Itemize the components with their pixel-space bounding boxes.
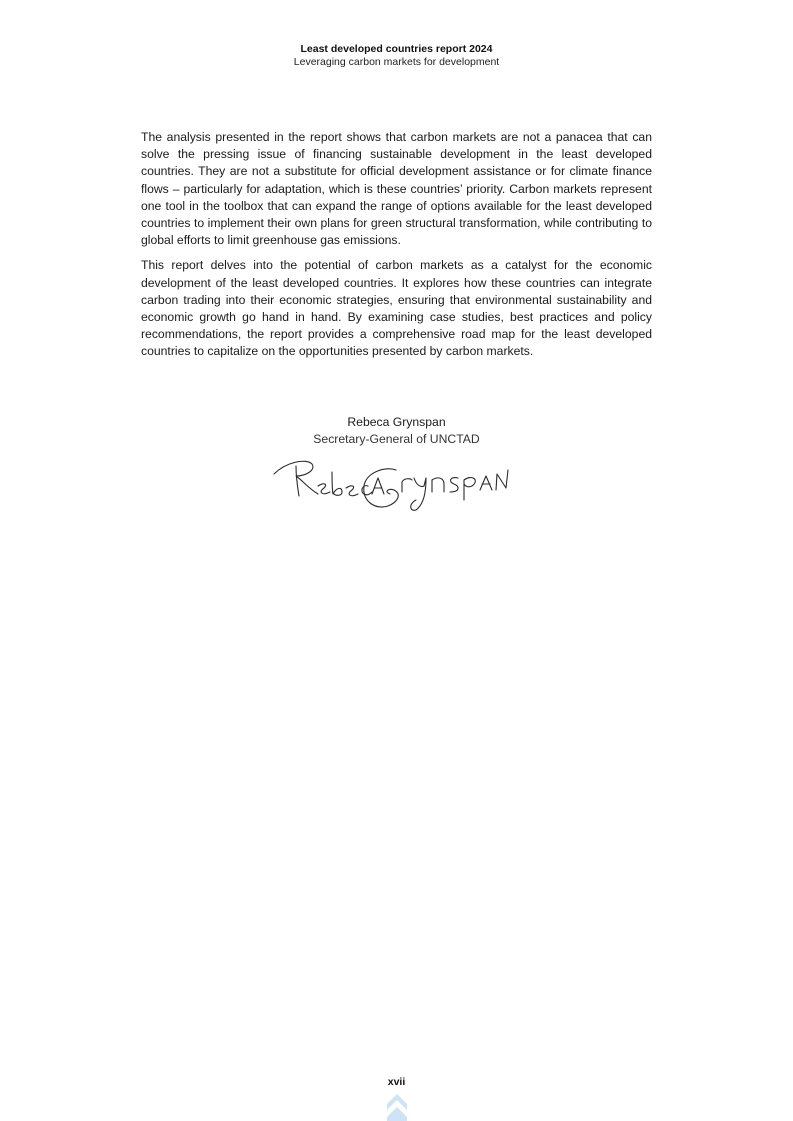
running-header bbox=[0, 43, 793, 69]
signatory-name: Rebeca Grynspan bbox=[347, 415, 446, 429]
signature-block bbox=[0, 414, 793, 448]
paragraph-1: The analysis presented in the report shows that carbon markets are not a panacea that can solve the pressing issue of financing sustainable development in the least developed countries. They are not a substitute for official development assistance or for climate finance flows – particularly for adaptation, which is these countries’ priority. Carbon markets represent one tool in the toolbox that can expand the range of options available for the least developed countries to implement their own plans for green structural transformation, while contributing to global efforts to limit greenhouse gas emissions. bbox=[141, 130, 652, 248]
handwritten-signature bbox=[266, 452, 516, 518]
signatory-role: Secretary-General of UNCTAD bbox=[313, 432, 480, 446]
foreword-body bbox=[141, 129, 652, 369]
double-chevron-up-icon[interactable] bbox=[385, 1090, 409, 1121]
page-number: xvii bbox=[387, 1076, 406, 1088]
report-subtitle: Leveraging carbon markets for development bbox=[293, 56, 500, 68]
paragraph-2: This report delves into the potential of carbon markets as a catalyst for the economic development of the least developed countries. It explores how these countries can integrate carbon trading into their economic strategies, ensuring that environmental sustainability and economic growth go hand in hand. By examining case studies, best practices and policy recommendations, the report provides a comprehensive road map for the least developed countries to capitalize on the opportunities presented by carbon markets. bbox=[141, 258, 652, 359]
report-title: Least developed countries report 2024 bbox=[300, 43, 493, 55]
